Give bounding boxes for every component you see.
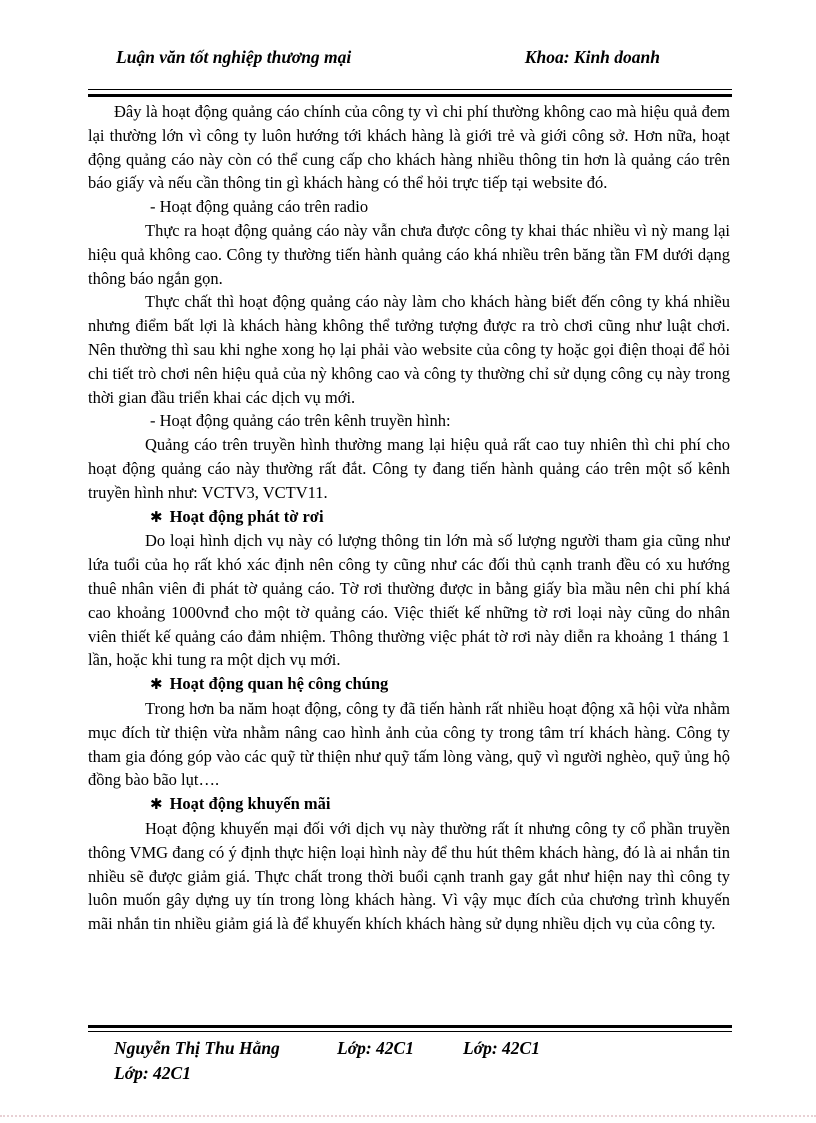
section-heading-text: Hoạt động quan hệ công chúng: [169, 674, 389, 694]
body-paragraph: Hoạt động khuyến mại đối với dịch vụ này thường rất ít nhưng công ty cổ phần truyền thông VMG đang có ý định thực hiện loại hình này để thu hút thêm khách hàng, đó là ai nhắn tin nhiều sẽ được giảm giá. Thực chất trong thời buổi cạnh tranh gay gắt như hiện nay thì công ty luôn muốn gây dựng uy tín trong lòng khách hàng. Vì vậy mục đích của chương trình khuyến mãi nhắn tin nhiều giảm giá là để khuyến khích khách hàng sử dụng nhiều dịch vụ của công ty.: [88, 818, 730, 934]
footer-line-1: [114, 1036, 730, 1061]
section-heading-text: Hoạt động khuyến mãi: [169, 794, 331, 814]
asterisk-icon: ✱: [150, 675, 163, 694]
author-name: Nguyễn Thị Thu Hằng: [114, 1038, 280, 1058]
page-footer: [88, 1036, 730, 1086]
section-heading: [88, 505, 730, 530]
footer-rule: [88, 1025, 732, 1032]
asterisk-icon: ✱: [150, 507, 163, 526]
page-break-dotted-line: [0, 1115, 816, 1117]
page-header: [88, 45, 730, 69]
dash-list-item: - Hoạt động quảng cáo trên radio: [150, 197, 369, 217]
header-rule: [88, 89, 732, 97]
body-paragraph: Thực chất thì hoạt động quảng cáo này làm cho khách hàng biết đến công ty khá nhiều nhưng điểm bất lợi là khách hàng không thể tưởng tượng được ra trò chơi cũng như luật chơi. Nên thường thì sau khi nghe xong họ lại phải vào website của công ty hoặc gọi điện thoại để hỏi chi tiết trò chơi nên hiệu quả của nỳ không cao và công ty thường chỉ sử dụng công cụ này trong thời gian đầu triển khai các dịch vụ mới.: [88, 292, 730, 407]
header-title: Luận văn tốt nghiệp thương mại: [116, 47, 352, 67]
document-body: [88, 100, 730, 1024]
dash-list-item: - Hoạt động quảng cáo trên kênh truyền hình:: [150, 411, 451, 431]
section-heading: [88, 672, 730, 697]
class-label: Lớp: 42C1: [114, 1063, 191, 1083]
body-paragraph: Đây là hoạt động quảng cáo chính của công ty vì chi phí thường không cao mà hiệu quả đem lại thường lớn vì công ty luôn hướng tới khách hàng là giới trẻ và giới công sở. Hơn nữa, hoạt động quảng cáo này còn có thể cung cấp cho khách hàng nhiều thông tin hơn là quảng cáo trên báo giấy và nếu cần thông tin gì khách hàng có thể hỏi trực tiếp tại website đó.: [88, 102, 730, 193]
body-paragraph: Trong hơn ba năm hoạt động, công ty đã tiến hành rất nhiều hoạt động xã hội vừa nhằm mục đích từ thiện vừa nhằm nâng cao hình ảnh của công ty trong tâm trí khách hàng. Công ty tham gia đóng góp vào các quỹ từ thiện như quỹ tấm lòng vàng, quỹ vì người nghèo, quỹ ủng hộ đồng bào bão lụt….: [88, 698, 730, 790]
section-heading-text: Hoạt động phát tờ rơi: [169, 506, 324, 526]
header-faculty: Khoa: Kinh doanh: [524, 47, 660, 67]
body-paragraph: Thực ra hoạt động quảng cáo này vẫn chưa được công ty khai thác nhiều vì nỳ mang lại hiệu quả không cao. Công ty thường tiến hành quảng cáo khá nhiều trên băng tần FM dưới dạng thông báo ngắn gọn.: [88, 220, 730, 288]
class-label: Lớp: 42C1: [337, 1038, 414, 1058]
asterisk-icon: ✱: [150, 795, 163, 814]
body-paragraph: Do loại hình dịch vụ này có lượng thông tin lớn mà số lượng người tham gia cũng như lứa tuổi của họ rất khó xác định nên công ty cũng như các đối thủ cạnh tranh đều có xu hướng thuê nhân viên đi phát tờ quảng cáo. Tờ rơi thường được in bằng giấy bìa mầu nên chi phí khá cao khoảng 1000vnđ cho một tờ quảng cáo. Việc thiết kế những tờ rơi loại này cũng do nhân viên thiết kế quảng cáo đảm nhiệm. Thông thường việc phát tờ rơi này diễn ra khoảng 1 tháng 1 lần, hoặc khi tung ra một dịch vụ mới.: [88, 531, 730, 670]
section-heading: [88, 792, 730, 817]
body-paragraph: Quảng cáo trên truyền hình thường mang lại hiệu quả rất cao tuy nhiên thì chi phí cho hoạt động quảng cáo này thường rất đắt. Công ty đang tiến hành quảng cáo trên một số kênh truyền hình như: VCTV3, VCTV11.: [88, 435, 730, 502]
class-label: Lớp: 42C1: [463, 1038, 540, 1058]
